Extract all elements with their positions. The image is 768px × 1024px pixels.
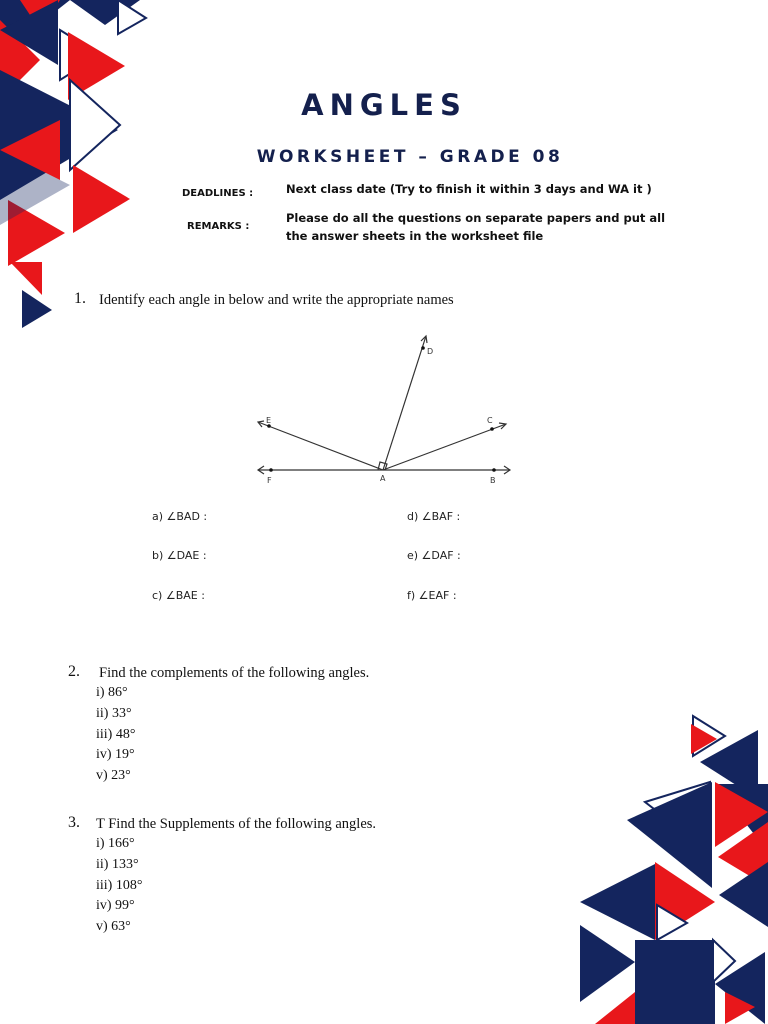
option-item: iv) 19°: [96, 747, 135, 763]
question-1-text: Identify each angle in below and write the appropriate names: [99, 292, 454, 308]
question-1-number: 1.: [74, 290, 86, 307]
answer-item-b: b) ∠DAE :: [152, 549, 207, 562]
remarks-line-1: Please do all the questions on separate papers and put all: [286, 211, 666, 225]
bottom-right-triangle-decoration: [575, 712, 768, 1024]
point-label-a: A: [380, 474, 386, 483]
option-item: iv) 99°: [96, 898, 135, 914]
option-item: iii) 108°: [96, 877, 143, 893]
option-item: iii) 48°: [96, 726, 136, 742]
question-3-text: T Find the Supplements of the following angles.: [96, 816, 377, 832]
option-item: ii) 33°: [96, 705, 132, 721]
question-3-number: 3.: [68, 814, 80, 831]
question-2-options: [96, 683, 135, 787]
answer-item-c: c) ∠BAE :: [152, 589, 205, 602]
point-label-b: B: [490, 476, 496, 485]
deadline-value: Next class date (Try to finish it within 3 days and WA it ): [286, 182, 652, 196]
point-label-f: F: [267, 476, 272, 485]
angle-diagram: [250, 330, 520, 490]
point-label-d: D: [427, 347, 434, 356]
worksheet-subtitle: WORKSHEET – GRADE 08: [256, 147, 564, 167]
option-item: v) 23°: [96, 768, 131, 784]
deadline-label: DEADLINES :: [182, 188, 254, 199]
question-3-options: [96, 834, 142, 938]
question-2-number: 2.: [68, 663, 80, 680]
top-left-triangle-decoration: [0, 0, 170, 340]
answer-item-d: d) ∠BAF :: [407, 510, 461, 523]
option-item: ii) 133°: [96, 856, 139, 872]
answer-item-e: e) ∠DAF :: [407, 549, 461, 562]
worksheet-title: ANGLES: [301, 88, 467, 122]
point-label-c: C: [487, 416, 493, 425]
option-item: i) 86°: [96, 685, 128, 700]
point-label-e: E: [266, 416, 272, 425]
question-2-text: Find the complements of the following angles.: [99, 665, 370, 681]
option-item: v) 63°: [96, 919, 131, 935]
remarks-line-2: the answer sheets in the worksheet file: [286, 229, 544, 243]
option-item: i) 166°: [96, 836, 135, 851]
remarks-label: REMARKS :: [187, 221, 250, 232]
answer-item-f: f) ∠EAF :: [407, 589, 457, 602]
answer-item-a: a) ∠BAD :: [152, 510, 208, 523]
